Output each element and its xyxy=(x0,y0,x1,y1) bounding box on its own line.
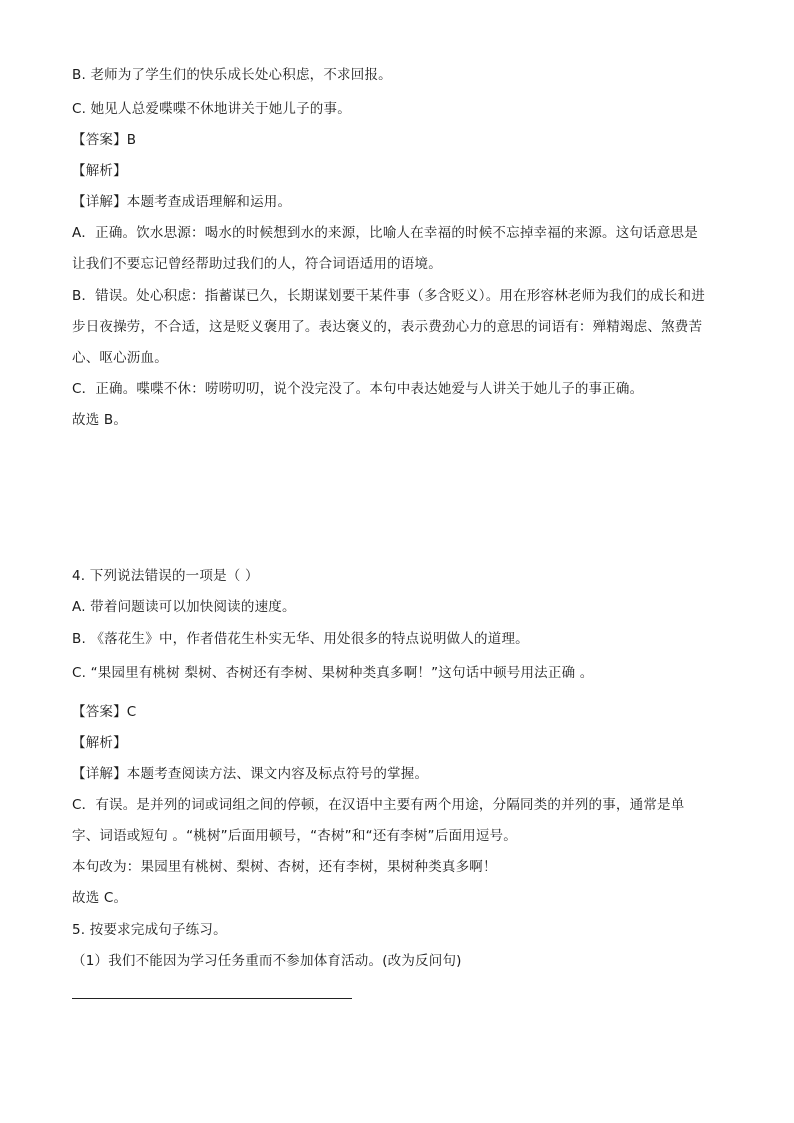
q4-explain-c-line2: 字、词语或短句 。“桃树”后面用顿号，“杏树”和“还有李树”后面用逗号。 xyxy=(72,828,517,844)
q3-analysis-heading: 【解析】 xyxy=(72,163,127,179)
q3-explain-b-line2: 步日夜操劳，不合适，这是贬义褒用了。表达褒义的，表示费劲心力的意思的词语有：殚精竭虑、煞费苦 xyxy=(72,319,703,335)
q4-answer: 【答案】C xyxy=(72,704,137,720)
q4-option-c: C. “果园里有桃树 梨树、杏树还有李树、果树种类真多啊！”这句话中顿号用法正确 。 xyxy=(72,665,594,681)
q4-explain-c-line1: C．有误。是并列的词或词组之间的停顿，在汉语中主要有两个用途，分隔同类的并列的事，通常是单 xyxy=(72,797,685,813)
q5-sub1: （1）我们不能因为学习任务重而不参加体育活动。(改为反问句) xyxy=(72,953,462,969)
q4-option-a: A. 带着问题读可以加快阅读的速度。 xyxy=(72,599,296,615)
q3-explain-b-line1: B．错误。处心积虑：指蓄谋已久，长期谋划要干某件事（多含贬义）。用在形容林老师为我们的成长和进 xyxy=(72,288,705,304)
q4-option-b: B. 《落花生》中，作者借花生朴实无华、用处很多的特点说明做人的道理。 xyxy=(72,631,529,647)
q3-explain-a-line1: A．正确。饮水思源：喝水的时候想到水的来源，比喻人在幸福的时候不忘掉幸福的来源。这句话意思是 xyxy=(72,225,698,241)
q3-option-c: C. 她见人总爱喋喋不休地讲关于她儿子的事。 xyxy=(72,101,351,117)
q4-analysis-heading: 【解析】 xyxy=(72,735,127,751)
q5-stem: 5. 按要求完成句子练习。 xyxy=(72,922,227,938)
q3-conclusion: 故选 B。 xyxy=(72,412,128,428)
q3-explain-b-line3: 心、呕心沥血。 xyxy=(72,350,168,366)
q4-stem: 4. 下列说法错误的一项是（ ） xyxy=(72,568,259,584)
q3-detail: 【详解】本题考查成语理解和运用。 xyxy=(72,194,292,210)
q3-answer: 【答案】B xyxy=(72,132,137,148)
q4-detail: 【详解】本题考查阅读方法、课文内容及标点符号的掌握。 xyxy=(72,766,429,782)
q4-correction: 本句改为：果园里有桃树、梨树、杏树，还有李树，果树种类真多啊！ xyxy=(72,859,497,875)
q3-explain-c: C．正确。喋喋不休：唠唠叨叨，说个没完没了。本句中表达她爱与人讲关于她儿子的事正确。 xyxy=(72,381,644,397)
q4-conclusion: 故选 C。 xyxy=(72,890,128,906)
q3-explain-a-line2: 让我们不要忘记曾经帮助过我们的人，符合词语适用的语境。 xyxy=(72,256,442,272)
q3-option-b: B. 老师为了学生们的快乐成长处心积虑，不求回报。 xyxy=(72,67,392,83)
q5-answer-blank-line[interactable] xyxy=(72,998,352,999)
